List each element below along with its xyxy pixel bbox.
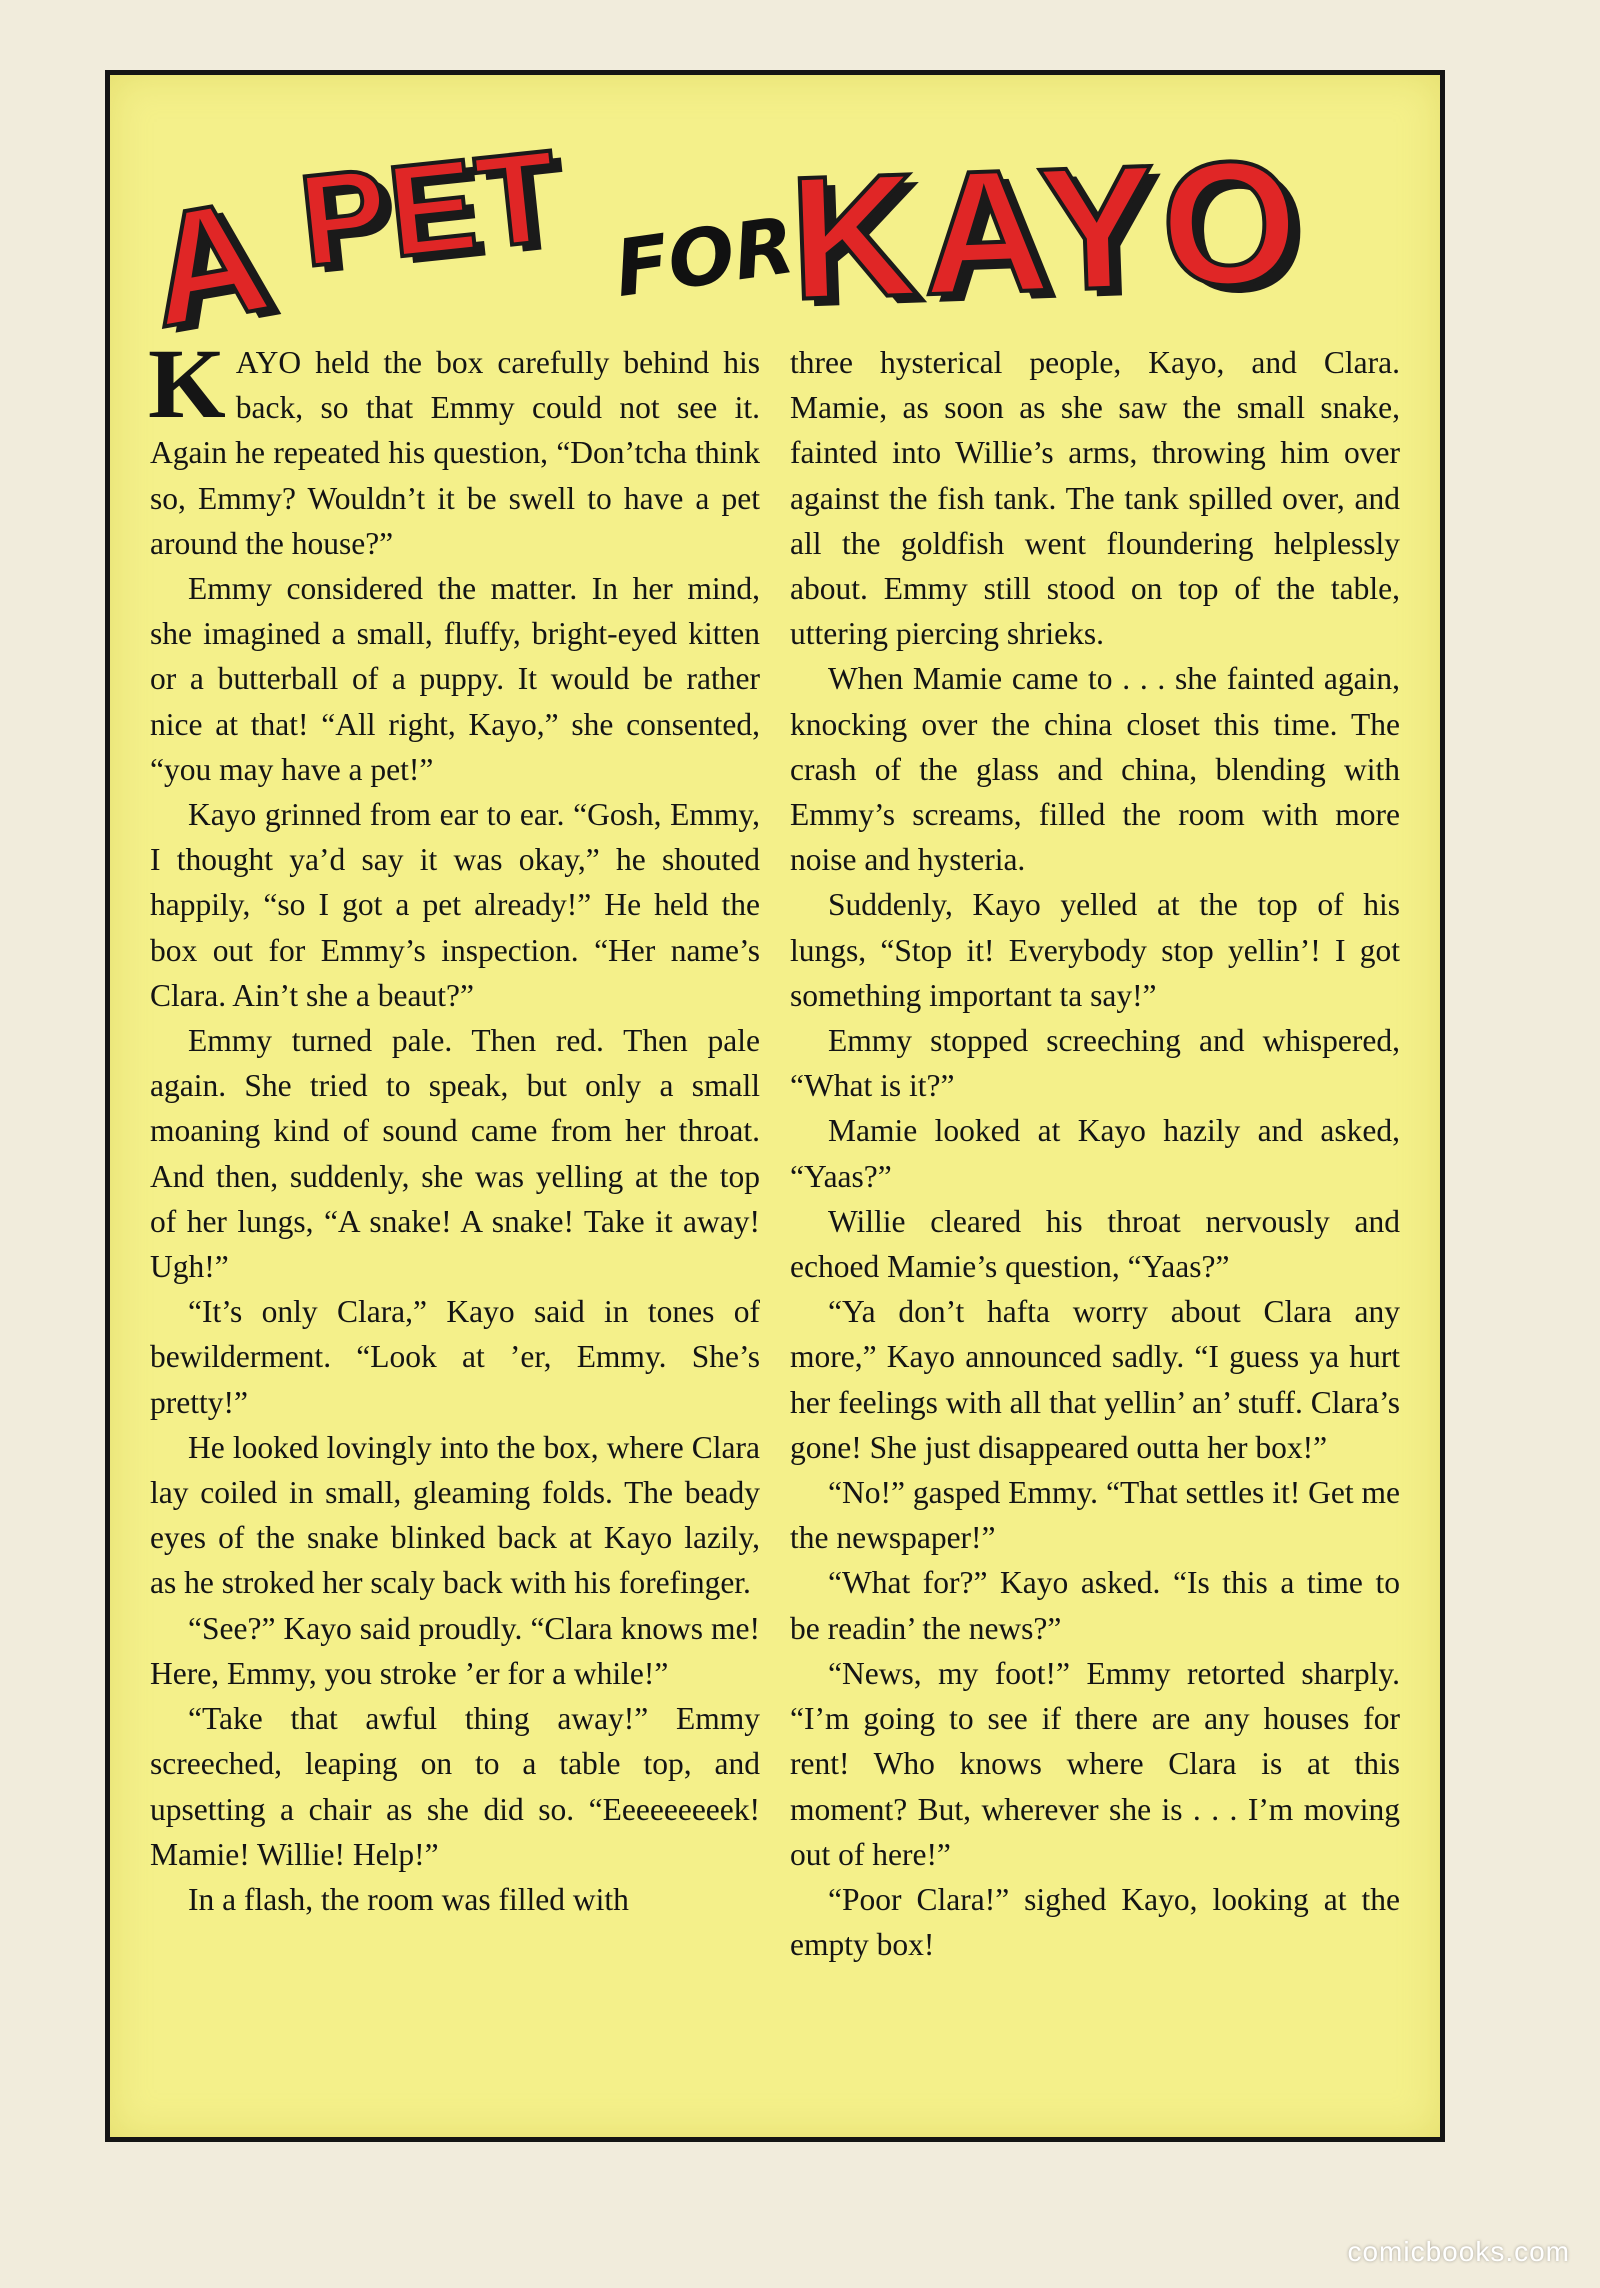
- paragraph: three hysterical people, Kayo, and Clara. Mamie, as soon as she saw the small snake, fainted into Willie’s arms, throwing him over against the fish tank. The tank spilled over, and all the goldfish went floundering helplessly about. Emmy still stood on top of the table, uttering piercing shrieks.: [790, 345, 1400, 652]
- paragraph: Willie cleared his throat nervously and echoed Mamie’s question, “Yaas?”: [790, 1203, 1400, 1285]
- title-word-kayo: KAYO: [786, 124, 1307, 337]
- paragraph: KAYO held the box carefully behind his back, so that Emmy could not see it. Again he repeated his question, “Don’tcha think so, Emmy? Wouldn’t it be swell to have a pet around the house?”: [148, 328, 760, 561]
- watermark: comicbooks.com: [1347, 2236, 1570, 2267]
- story-title: [110, 113, 1440, 361]
- paragraph: “Ya don’t hafta worry about Clara any more,” Kayo announced sadly. “I guess ya hurt her feelings with all that yellin’ an’ stuff. Clara’s gone! She just disappeared outta her box!”: [790, 1294, 1400, 1465]
- left-column: [148, 328, 760, 1922]
- paragraph: “News, my foot!” Emmy retorted sharply. “I’m going to see if there are any houses for rent! Who knows where Clara is at this moment? But, wherever she is . . . I’m moving out of here!”: [790, 1655, 1400, 1872]
- title-word-a: A: [135, 164, 281, 361]
- paragraph: Emmy considered the matter. In her mind, she imagined a small, fluffy, bright-eyed kitten or a butterball of a puppy. It would be rather nice at that! “All right, Kayo,” she consented, “you may have a pet!”: [150, 571, 760, 787]
- paragraph: In a flash, the room was filled with: [188, 1881, 629, 1917]
- paragraph: “Poor Clara!” sighed Kayo, looking at the empty box!: [790, 1881, 1400, 1963]
- paragraph: “Take that awful thing away!” Emmy screeched, leaping on to a table top, and upsetting a chair as she did so. “Eeeeeeeeek! Mamie! Willie! Help!”: [150, 1701, 760, 1872]
- title-word-for: FOR: [609, 200, 801, 316]
- paragraph: Emmy turned pale. Then red. Then pale again. She tried to speak, but only a small moaning kind of sound came from her throat. And then, suddenly, she was yelling at the top of her lungs, “A snake! A snake! Take it away! Ugh!”: [150, 1023, 760, 1285]
- right-column: [790, 340, 1400, 1967]
- paragraph: Mamie looked at Kayo hazily and asked, “Yaas?”: [790, 1113, 1400, 1194]
- paragraph: “What for?” Kayo asked. “Is this a time to be readin’ the news?”: [790, 1565, 1400, 1646]
- paragraph: “See?” Kayo said proudly. “Clara knows me! Here, Emmy, you stroke ’er for a while!”: [150, 1610, 760, 1691]
- paragraph: “It’s only Clara,” Kayo said in tones of bewilderment. “Look at ’er, Emmy. She’s pretty!”: [150, 1294, 760, 1420]
- paragraph: “No!” gasped Emmy. “That settles it! Get me the newspaper!”: [790, 1475, 1400, 1556]
- title-word-pet: PET: [293, 121, 566, 295]
- paragraph: When Mamie came to . . . she fainted again, knocking over the china closet this time. The crash of the glass and china, blending with Emmy’s screams, filled the room with more noise and hysteria.: [790, 661, 1400, 878]
- story-panel: [105, 70, 1445, 2142]
- paragraph: Emmy stopped screeching and whispered, “What is it?”: [790, 1023, 1400, 1104]
- paragraph: He looked lovingly into the box, where Clara lay coiled in small, gleaming folds. The beady eyes of the snake blinked back at Kayo lazily, as he stroked her scaly back with his forefinger.: [150, 1429, 760, 1601]
- drop-cap: K: [148, 328, 226, 439]
- paragraph: Suddenly, Kayo yelled at the top of his lungs, “Stop it! Everybody stop yellin’! I got something important ta say!”: [790, 887, 1400, 1013]
- paragraph: Kayo grinned from ear to ear. “Gosh, Emmy, I thought ya’d say it was okay,” he shouted happily, “so I got a pet already!” He held the box out for Emmy’s inspection. “Her name’s Clara. Ain’t she a beaut?”: [150, 797, 760, 1013]
